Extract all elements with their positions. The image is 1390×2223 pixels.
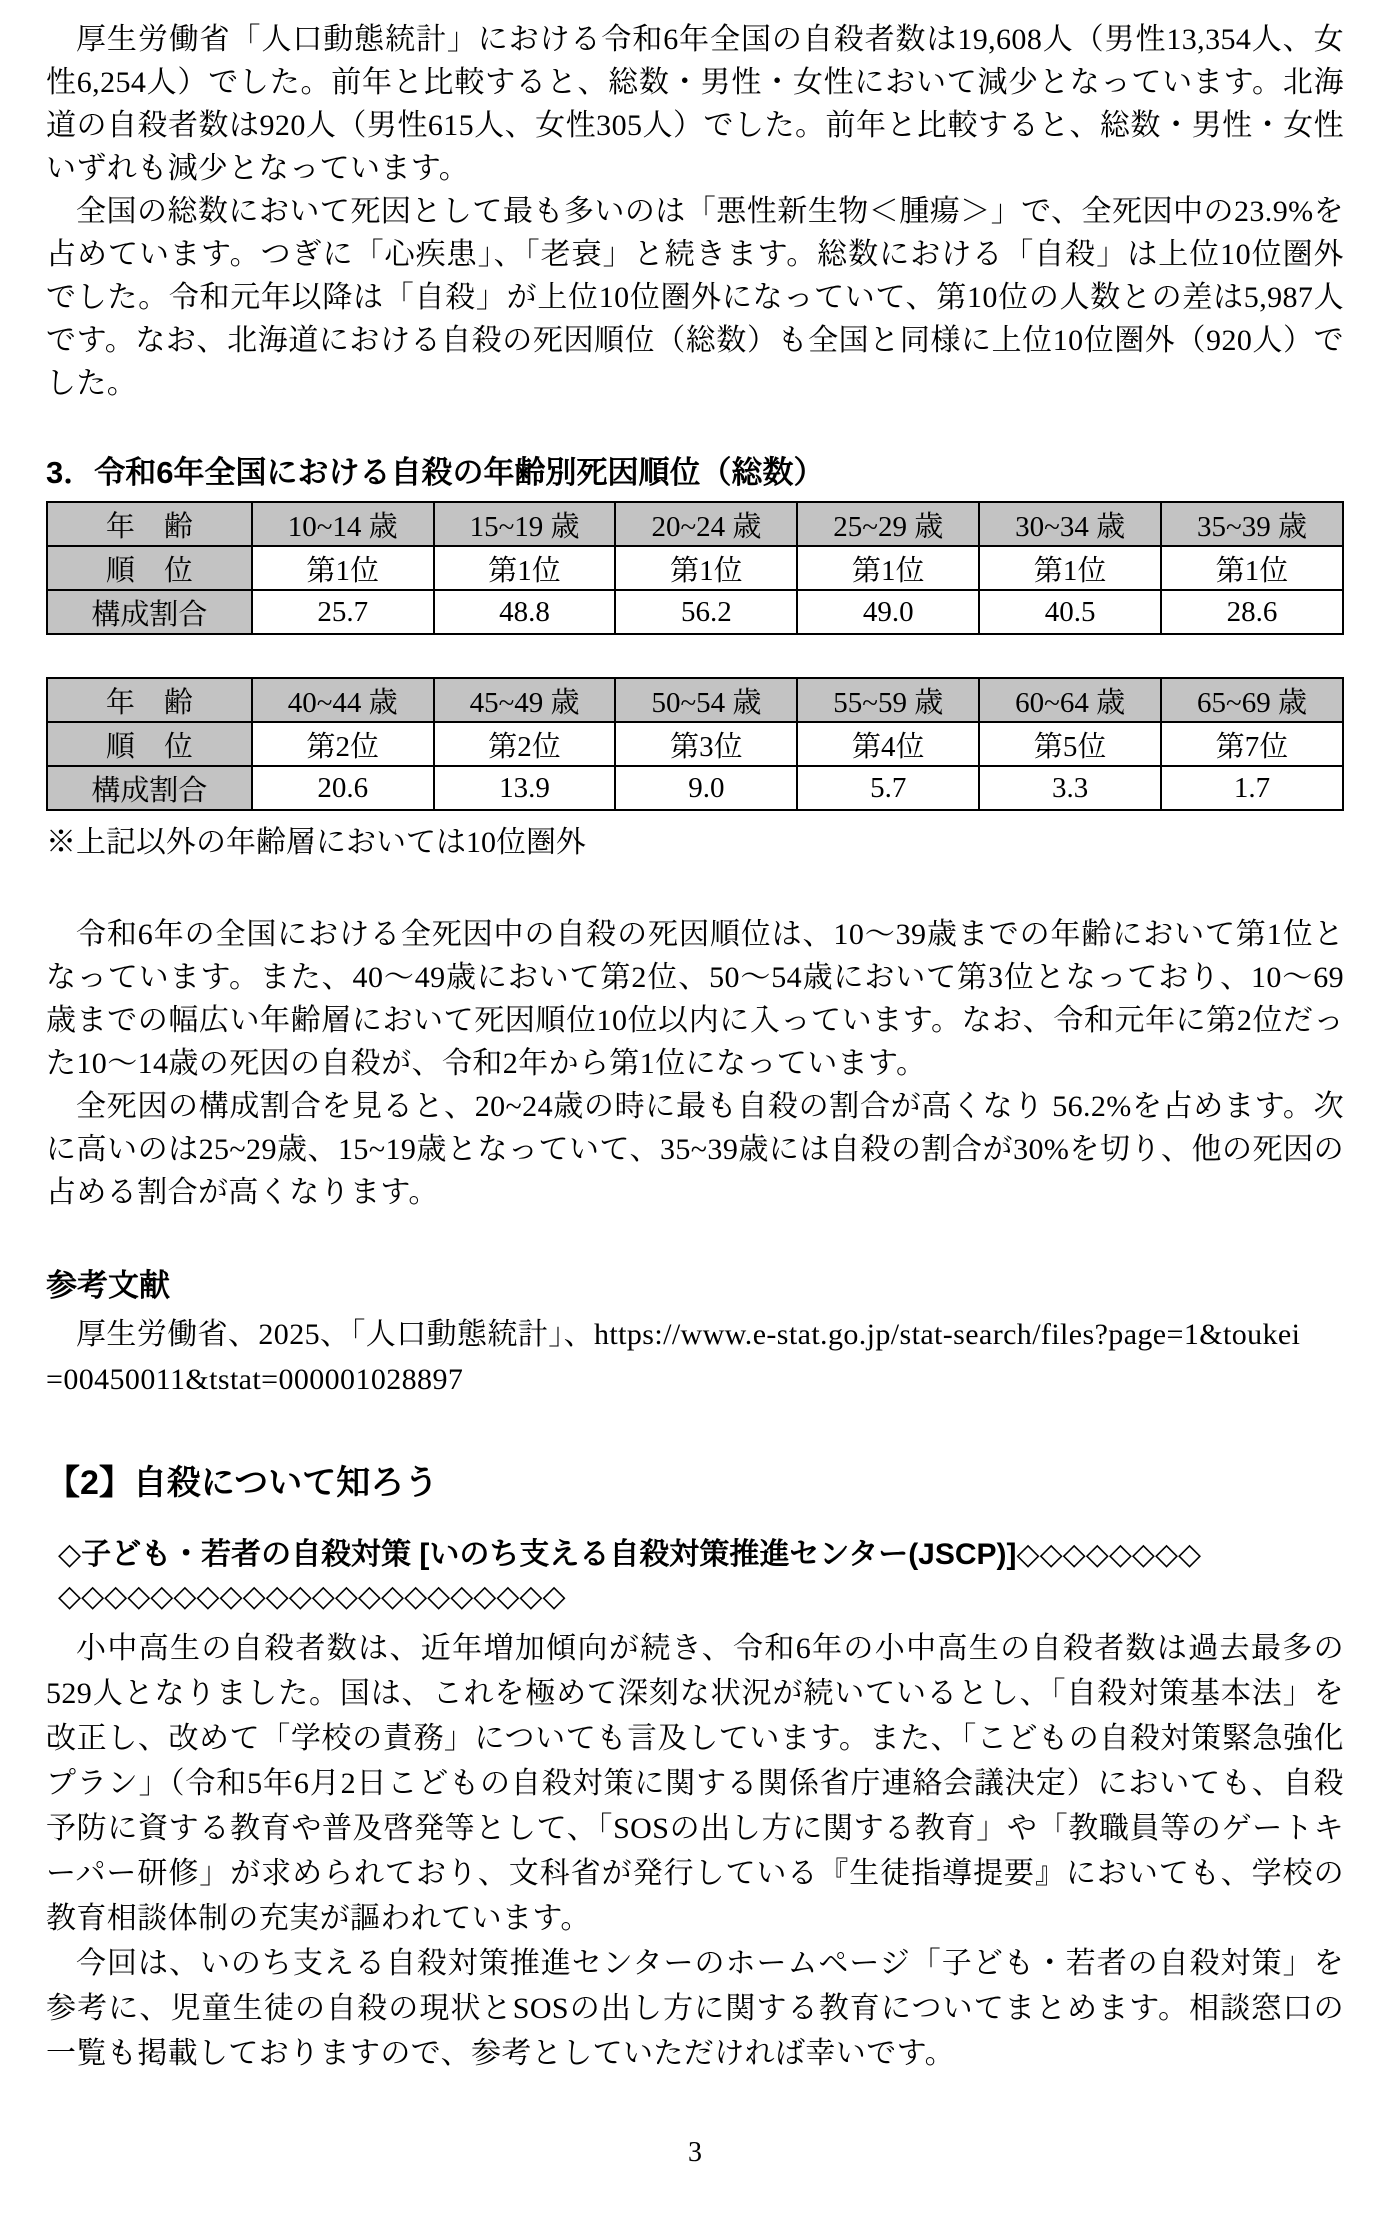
table-cell: 第1位	[1161, 546, 1343, 590]
row-header-share: 構成割合	[47, 766, 252, 810]
table-cell: 第4位	[797, 722, 979, 766]
table-cell: 45~49 歳	[434, 678, 616, 722]
table-cell: 3.3	[979, 766, 1161, 810]
table-cell: 35~39 歳	[1161, 502, 1343, 546]
table-row-rank	[47, 722, 1343, 766]
reference-entry-line1: 厚生労働省、2025、「人口動態統計」、https://www.e-stat.go.jp/stat-search/files?page=1&toukei	[76, 1318, 1301, 1351]
table-cell: 13.9	[434, 766, 616, 810]
table-cell: 15~19 歳	[434, 502, 616, 546]
table-row-age	[47, 502, 1343, 546]
table-cell: 9.0	[615, 766, 797, 810]
table-cell: 10~14 歳	[252, 502, 434, 546]
subheading-line2: ◇◇◇◇◇◇◇◇◇◇◇◇◇◇◇◇◇◇◇◇◇◇	[58, 1580, 566, 1613]
table-cell: 第1位	[434, 546, 616, 590]
section2-subheading	[46, 1534, 1344, 1618]
table-cell: 25.7	[252, 590, 434, 634]
table-row-age	[47, 678, 1343, 722]
references-heading: 参考文献	[46, 1268, 170, 1303]
section2-paragraph-1: 小中高生の自殺者数は、近年増加傾向が続き、令和6年の小中高生の自殺者数は過去最多の529人となりました。国は、これを極めて深刻な状況が続いているとし、「自殺対策基本法」を改正し、改めて「学校の責務」についても言及しています。また、「こどもの自殺対策緊急強化プラン」（令和5年6月2日こどもの自殺対策に関する関係省庁連絡会議決定）においても、自殺予防に資する教育や普及啓発等として、「SOSの出し方に関する教育」や「教職員等のゲートキーパー研修」が求められており、文科省が発行している『生徒指導提要』においても、学校の教育相談体制の充実が謳われています。	[46, 1632, 1344, 1935]
table-cell: 20.6	[252, 766, 434, 810]
intro-paragraph-2: 全国の総数において死因として最も多いのは「悪性新生物＜腫瘍＞」で、全死因中の23.9%を占めています。つぎに「心疾患」、「老衰」と続きます。総数における「自殺」は上位10位圏外でした。令和元年以降は「自殺」が上位10位圏外になっていて、第10位の人数との差は5,987人です。なお、北海道における自殺の死因順位（総数）も全国と同様に上位10位圏外（920人）でした。	[46, 195, 1344, 400]
table-cell: 48.8	[434, 590, 616, 634]
row-header-share: 構成割合	[47, 590, 252, 634]
intro-paragraph-1: 厚生労働省「人口動態統計」における令和6年全国の自殺者数は19,608人（男性13,354人、女性6,254人）でした。前年と比較すると、総数・男性・女性において減少となっています。北海道の自殺者数は920人（男性615人、女性305人）でした。前年と比較すると、総数・男性・女性いずれも減少となっています。	[46, 23, 1344, 185]
row-header-rank: 順 位	[47, 722, 252, 766]
table-cell: 第5位	[979, 722, 1161, 766]
table-cell: 第2位	[252, 722, 434, 766]
table-cell: 40.5	[979, 590, 1161, 634]
row-header-age: 年 齢	[47, 502, 252, 546]
row-header-rank: 順 位	[47, 546, 252, 590]
table-cell: 40~44 歳	[252, 678, 434, 722]
table-cell: 25~29 歳	[797, 502, 979, 546]
table-cell: 56.2	[615, 590, 797, 634]
section3-paragraph-1: 令和6年の全国における全死因中の自殺の死因順位は、10～39歳までの年齢において第1位となっています。また、40～49歳において第2位、50～54歳において第3位となっており、10～69歳までの幅広い年齢層において死因順位10位以内に入っています。なお、令和元年に第2位だった10～14歳の死因の自殺が、令和2年から第1位になっています。	[46, 918, 1344, 1080]
table-row-share	[47, 590, 1343, 634]
table-cell: 第3位	[615, 722, 797, 766]
table-cell: 1.7	[1161, 766, 1343, 810]
age-rank-table-10-39	[46, 501, 1344, 635]
table-row-rank	[47, 546, 1343, 590]
table-cell: 50~54 歳	[615, 678, 797, 722]
section2-heading: 【2】自殺について知ろう	[46, 1464, 439, 1502]
section3-heading: 3．令和6年全国における自殺の年齢別死因順位（総数）	[46, 455, 825, 490]
reference-entry	[46, 1312, 1344, 1402]
page-number: 3	[688, 2137, 702, 2168]
table-cell: 49.0	[797, 590, 979, 634]
table-cell: 第1位	[252, 546, 434, 590]
table-cell: 65~69 歳	[1161, 678, 1343, 722]
subheading-line1: ◇子ども・若者の自殺対策 [いのち支える自殺対策推進センター(JSCP)]◇◇◇◇◇◇◇◇	[58, 1538, 1202, 1571]
table-note: ※上記以外の年齢層においては10位圏外	[46, 826, 586, 859]
table-cell: 第7位	[1161, 722, 1343, 766]
reference-entry-line2: =00450011&tstat=000001028897	[46, 1363, 464, 1396]
table-cell: 28.6	[1161, 590, 1343, 634]
table-cell: 60~64 歳	[979, 678, 1161, 722]
table-cell: 第1位	[979, 546, 1161, 590]
section3-paragraph-2: 全死因の構成割合を見ると、20~24歳の時に最も自殺の割合が高くなり 56.2%を占めます。次に高いのは25~29歳、15~19歳となっていて、35~39歳には自殺の割合が30%を切り、他の死因の占める割合が高くなります。	[46, 1090, 1344, 1209]
table-cell: 第1位	[797, 546, 979, 590]
table-cell: 5.7	[797, 766, 979, 810]
table-cell: 20~24 歳	[615, 502, 797, 546]
table-cell: 55~59 歳	[797, 678, 979, 722]
table-cell: 30~34 歳	[979, 502, 1161, 546]
section2-know-about-suicide	[46, 1462, 1344, 2076]
age-rank-table-40-69	[46, 677, 1344, 811]
table-cell: 第1位	[615, 546, 797, 590]
row-header-age: 年 齢	[47, 678, 252, 722]
table-cell: 第2位	[434, 722, 616, 766]
section2-paragraph-2: 今回は、いのち支える自殺対策推進センターのホームページ「子ども・若者の自殺対策」を参考に、児童生徒の自殺の現状とSOSの出し方に関する教育についてまとめます。相談窓口の一覧も掲載しておりますので、参考としていただければ幸いです。	[46, 1947, 1344, 2070]
table-row-share	[47, 766, 1343, 810]
